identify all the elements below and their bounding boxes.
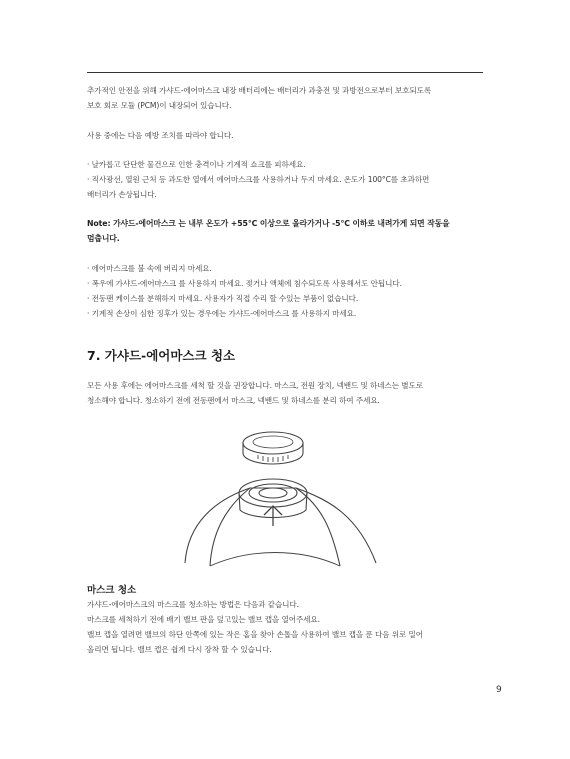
temperature-note [87, 216, 487, 246]
list-item: 배터리가 손상됩니다. [87, 190, 157, 199]
list-item: · 에어마스크를 불 속에 버리지 마세요. [87, 264, 212, 273]
precaution-intro [87, 128, 487, 143]
list-item: · 날카롭고 단단한 물건으로 인한 충격이나 기계적 쇼크를 피하세요. [87, 160, 306, 169]
text-line: 가샤드-에어마스크의 마스크를 청소하는 방법은 다음과 같습니다. [87, 600, 299, 609]
list-item: · 전동팬 케이스를 분해하지 마세요. 사용자가 직접 수리 할 수있는 부품이 없습니다. [87, 294, 359, 303]
text-line: 보호 회로 모듈 (PCM)이 내장되어 있습니다. [87, 101, 232, 110]
warning-list-1 [87, 157, 487, 202]
list-item: · 기계적 손상이 심한 징후가 있는 경우에는 가샤드-에어마스크 를 사용하지 마세요. [87, 309, 357, 318]
header-rule [87, 72, 483, 73]
list-item: · 직사광선, 열원 근처 등 과도한 열에서 에어마스크를 사용하거나 두지 마세요. 온도가 100°C를 초과하면 [87, 175, 430, 184]
text-line: 밸브 캡을 열려면 밸브의 하단 안쪽에 있는 작은 홈을 찾아 손톱을 사용하여 밸브 캡을 푼 다음 위로 밀어 [87, 630, 423, 639]
text-line: 올리면 됩니다. 밸브 캡은 쉽게 다시 장착 할 수 있습니다. [87, 645, 272, 654]
warning-list-2 [87, 261, 487, 321]
mask-valve-illustration [180, 418, 380, 583]
text-line: 추가적인 안전을 위해 가샤드-에어마스크 내장 배터리에는 배터리가 과충전 및 과방전으로부터 보호되도록 [87, 86, 432, 95]
text-line: 마스크를 세척하기 전에 배기 밸브 판을 덮고있는 밸브 캡을 열어주세요. [87, 615, 320, 624]
section-7-heading: 7. 가샤드-에어마스크 청소 [87, 348, 236, 363]
section-7-body [87, 378, 487, 408]
text-line: 모든 사용 후에는 에어마스크를 세척 할 것을 권장합니다. 마스크, 전원 장치, 넥밴드 및 하네스는 별도로 [87, 381, 423, 390]
text-line: 청소해야 합니다. 청소하기 전에 전동팬에서 마스크, 넥밴드 및 하네스를 분리 하여 주세요. [87, 396, 380, 405]
list-item: · 폭우에 가샤드-에어마스크 를 사용하지 마세요. 젖거나 액체에 침수되도록 사용해서도 안됩니다. [87, 279, 402, 288]
text-line: 사용 중에는 다음 예방 조치를 따라야 합니다. [87, 131, 234, 140]
text-line: Note: 가샤드-에어마스크 는 내부 온도가 +55°C 이상으로 올라가거나 -5°C 이하로 내려가게 되면 작동을 [87, 219, 450, 228]
mask-cleaning-heading: 마스크 청소 [87, 585, 137, 596]
page-number: 9 [496, 685, 502, 695]
text-line: 멈춥니다. [87, 234, 120, 243]
mask-cleaning-body [87, 597, 487, 657]
intro-paragraph [87, 83, 487, 113]
